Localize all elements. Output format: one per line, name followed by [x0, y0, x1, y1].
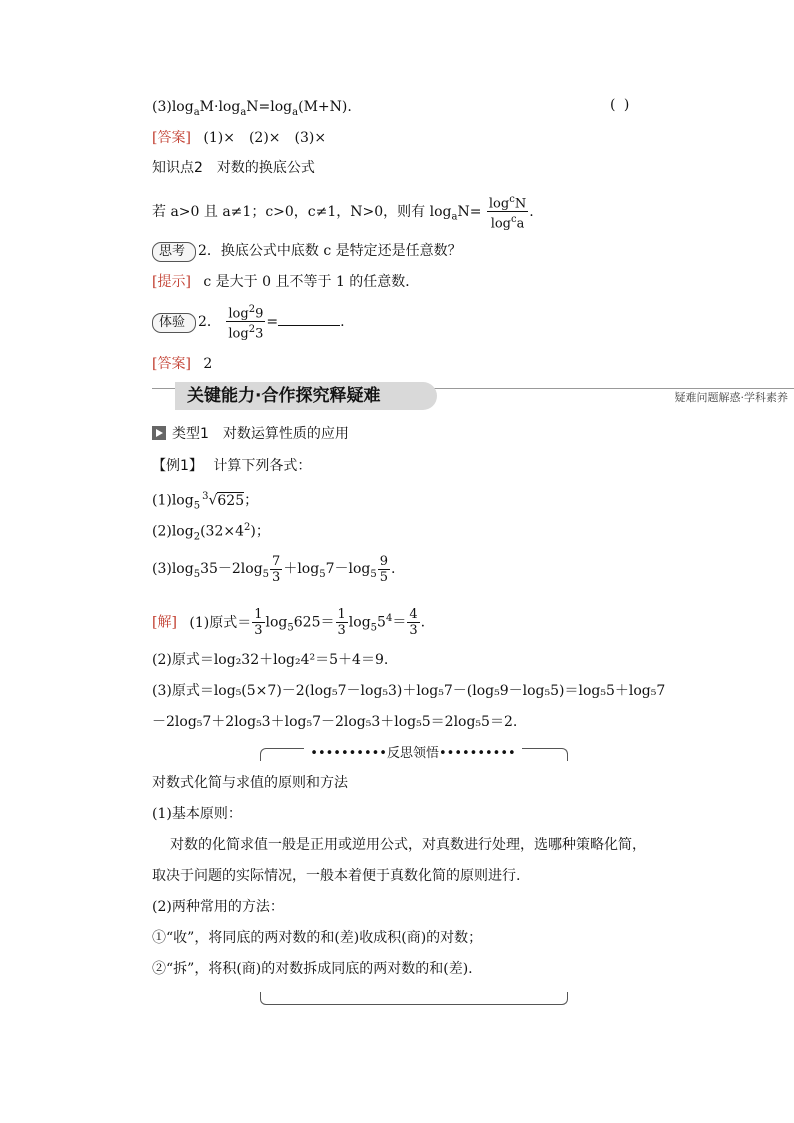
s1-sub-a: 5 — [287, 622, 294, 634]
item-3-c: ＋log — [283, 561, 320, 577]
change-of-base-formula — [152, 192, 534, 235]
item-1-root-index: 3 — [202, 491, 209, 502]
item-3-f2n: 9 — [379, 553, 389, 569]
item-3-frac-2 — [378, 554, 390, 585]
solution-tag: [解] — [152, 614, 177, 631]
radical-icon: √ — [208, 492, 218, 509]
item-3-end: . — [391, 561, 396, 577]
item-3-sub-b: 5 — [262, 568, 270, 580]
section-banner-subtitle: 疑难问题解惑·学科素养 — [674, 391, 788, 404]
solution-3-line-2: －2log₅7＋2log₅3＋log₅7－2log₅3＋log₅5＝2log₅5＝2. — [152, 714, 518, 730]
solution-1-frac-2 — [336, 607, 348, 638]
solution-1-frac-1 — [252, 607, 264, 638]
item-3-a: (3)log — [152, 561, 194, 577]
s1-e: 5 — [377, 614, 386, 631]
solution-1-frac-3 — [407, 607, 419, 638]
item-3-f1d: 3 — [272, 569, 281, 585]
section-banner-title: 关键能力·合作探究释疑难 — [175, 382, 437, 410]
item-1-log: (1)log — [152, 492, 194, 509]
formula-arg: N= — [457, 203, 482, 220]
experience-question — [152, 302, 345, 342]
formula-fraction — [487, 192, 528, 232]
think-question — [152, 241, 462, 262]
item-3-frac-1 — [270, 554, 282, 585]
reflection-p3: 取决于问题的实际情况，一般本着便于真数化简的原则进行. — [152, 868, 521, 884]
reflection-heading: 对数式化简与求值的原则和方法 — [152, 775, 348, 791]
item-2-end: )； — [250, 523, 270, 540]
s1-f3n: 4 — [409, 607, 418, 623]
item-2-log: (2)log — [152, 523, 194, 540]
item-2 — [152, 518, 270, 547]
s1-b: log — [265, 614, 288, 631]
item-3-sub-c: 5 — [319, 568, 326, 580]
formula-end: . — [529, 203, 534, 220]
reflection-p6: ②“拆”，将积(商)的对数拆成同底的两对数的和(差). — [152, 961, 473, 977]
reflection-p1: (1)基本原则： — [152, 806, 242, 822]
example-text: 计算下列各式： — [213, 458, 312, 474]
exp-num-arg: 9 — [255, 306, 264, 322]
formula-num: log — [488, 196, 510, 212]
answer-1 — [152, 128, 326, 148]
s1-f2n: 1 — [337, 607, 346, 623]
s1-end: . — [420, 614, 426, 631]
exp-eq: = — [266, 313, 279, 330]
item-3-b: 35－2log — [200, 561, 263, 577]
s1-f1d: 3 — [254, 623, 263, 639]
exp-num: log — [228, 306, 249, 322]
answer-2-tag: [答案] — [152, 356, 191, 372]
think-text: 2．换底公式中底数 c 是特定还是任意数？ — [198, 243, 462, 259]
item-2-sub: 2 — [193, 531, 201, 543]
example-label: 【例1】 — [152, 458, 203, 474]
formula-prefix: 若 a>0 且 a≠1；c>0，c≠1，N>0，则有 log — [152, 203, 452, 220]
example-1 — [152, 456, 311, 476]
reflection-p4: (2)两种常用的方法： — [152, 899, 284, 915]
s1-eq: ＝ — [392, 614, 407, 631]
item-2-rest: (32×4 — [200, 523, 244, 540]
item-3-f1n: 7 — [272, 553, 281, 569]
reflection-p2: 对数的化简求值一般是正用或逆用公式，对真数进行处理，选哪种策略化简， — [170, 837, 646, 853]
answer-tag: [答案] — [152, 130, 191, 146]
play-triangle-icon — [152, 426, 166, 440]
exp-den-sup: 2 — [248, 324, 256, 336]
s1-sup: 4 — [385, 613, 393, 624]
exp-end: . — [340, 313, 345, 330]
solution-2: (2)原式＝log₂32＋log₂4²＝5＋4＝9. — [152, 652, 389, 668]
hint — [152, 272, 419, 292]
s1-f1n: 1 — [254, 607, 263, 623]
exp-num-sup: 2 — [248, 304, 256, 315]
type-1-text: 类型1 对数运算性质的应用 — [172, 426, 349, 442]
s1-d: log — [348, 614, 371, 631]
solution-3-line-1: (3)原式＝log₅(5×7)－2(log₅7－log₅3)＋log₅7－(log₅9－log₅5)＝log₅5＋log₅7 — [152, 683, 666, 699]
formula-num-sup: c — [509, 194, 515, 205]
item-3 — [152, 550, 395, 594]
formula-den-arg: a — [516, 216, 525, 232]
s1-sub-b: 5 — [370, 622, 378, 634]
item-3-sub-a: 5 — [193, 568, 201, 580]
reflection-title: ••••••••••反思领悟•••••••••• — [265, 742, 561, 761]
item-3-sub-d: 5 — [370, 568, 377, 580]
item-1-end: ； — [244, 492, 259, 509]
formula-den: log — [490, 216, 511, 232]
item-3-f2d: 5 — [379, 569, 389, 585]
exp-den: log — [228, 326, 249, 342]
reflection-p5: ①“收”，将同底的两对数的和(差)收成积(商)的对数； — [152, 930, 483, 946]
type-1-heading — [152, 424, 349, 444]
exp-prefix: 2． — [198, 313, 221, 330]
s1-f3d: 3 — [409, 623, 418, 639]
exp-fraction — [226, 302, 265, 342]
question-3: $(3)\log_aM\cdot\log_aN=\log_a(M+N)$. — [152, 99, 352, 118]
reflection-box-bottom — [260, 992, 568, 1005]
s1-f2d: 3 — [337, 623, 346, 639]
item-1-radicand: 625 — [217, 492, 245, 509]
formula-num-arg: N — [514, 196, 527, 212]
hint-tag: [提示] — [152, 274, 191, 290]
formula-base: a — [451, 211, 458, 223]
answer-blank-paren: ( ) — [610, 97, 632, 113]
item-3-d: 7－log — [325, 561, 371, 577]
solution-1 — [152, 600, 425, 647]
hint-text: c 是大于 0 且不等于 1 的任意数． — [203, 274, 420, 290]
knowledge-point-2: 知识点2 对数的换底公式 — [152, 160, 315, 176]
item-2-sup: 2 — [244, 522, 251, 533]
answer-2-text: 2 — [203, 356, 213, 372]
formula-den-sup: c — [511, 214, 517, 226]
reflection-title-text: 反思领悟 — [386, 746, 439, 761]
solution-1-a: (1)原式＝ — [189, 614, 252, 631]
experience-tag: 体验 — [152, 313, 196, 333]
item-1 — [152, 487, 258, 516]
exp-den-arg: 3 — [255, 326, 264, 342]
item-1-sub: 5 — [193, 500, 201, 512]
answer-2 — [152, 354, 212, 374]
fill-blank[interactable] — [278, 313, 340, 326]
answer-text: (1)× (2)× (3)× — [203, 130, 327, 146]
s1-c: 625＝ — [293, 614, 335, 631]
think-tag: 思考 — [152, 242, 196, 262]
